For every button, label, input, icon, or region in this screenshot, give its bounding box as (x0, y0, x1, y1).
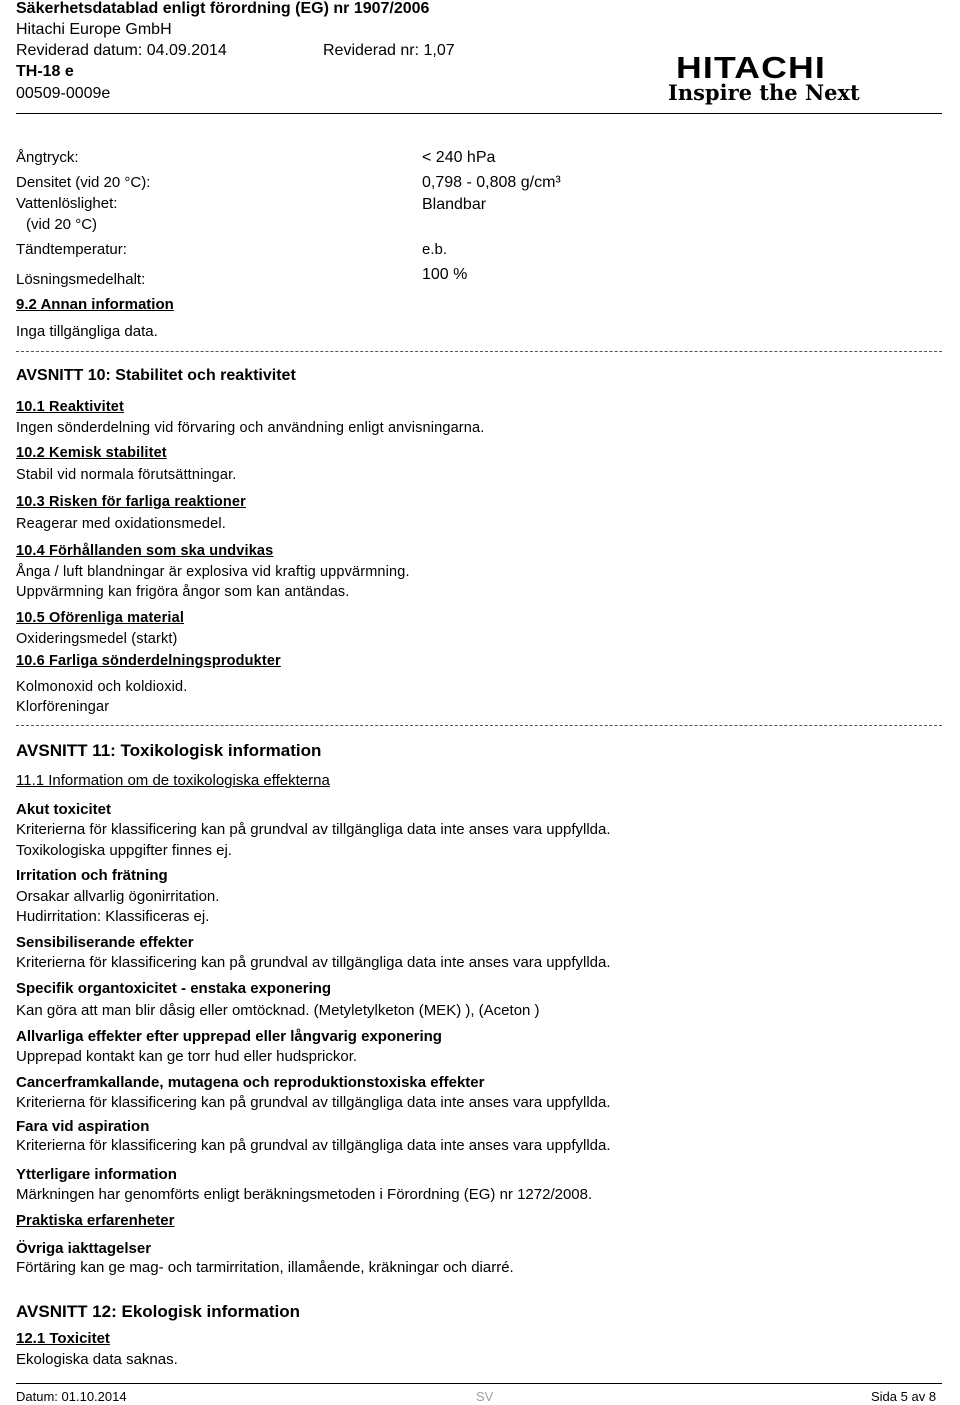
section-title: AVSNITT 12: Ekologisk information (16, 1302, 300, 1321)
subsection-heading: 10.3 Risken för farliga reaktioner (16, 494, 246, 510)
revised-date: Reviderad datum: 04.09.2014 (16, 42, 227, 59)
subsection-heading: Sensibiliserande effekter (16, 934, 194, 951)
subsection-text: Reagerar med oxidationsmedel. (16, 516, 226, 532)
subsection-text: Kriterierna för klassificering kan på grundval av tillgängliga data inte anses vara uppfyllda. (16, 821, 611, 838)
footer-divider (16, 1383, 942, 1384)
subsection-heading: 10.1 Reaktivitet (16, 399, 124, 415)
property-label: Densitet (vid 20 °C): (16, 174, 151, 191)
subsection-heading: Allvarliga effekter efter upprepad eller långvarig exponering (16, 1028, 442, 1045)
property-label: Ångtryck: (16, 149, 79, 166)
header-divider (16, 113, 942, 114)
document-title: Säkerhetsdatablad enligt förordning (EG) nr 1907/2006 (16, 0, 430, 17)
property-label: Vattenlöslighet: (16, 195, 118, 212)
subsection-heading: Ytterligare information (16, 1166, 177, 1183)
subsection-heading: Specifik organtoxicitet - enstaka exponering (16, 980, 332, 997)
subsection-text: Oxideringsmedel (starkt) (16, 631, 178, 647)
subsection-text: Inga tillgängliga data. (16, 323, 158, 340)
subsection-heading: 12.1 Toxicitet (16, 1330, 110, 1347)
subsection-text: Stabil vid normala förutsättningar. (16, 467, 237, 483)
property-value: 100 % (422, 266, 468, 283)
subsection-text: Kan göra att man blir dåsig eller omtöcknad. (Metyletylketon (MEK) ), (Aceton ) (16, 1002, 540, 1019)
subsection-text: Toxikologiska uppgifter finnes ej. (16, 842, 232, 859)
subsection-text: Ingen sönderdelning vid förvaring och användning enligt anvisningarna. (16, 420, 485, 436)
section-title: AVSNITT 10: Stabilitet och reaktivitet (16, 367, 296, 384)
property-label: (vid 20 °C) (26, 216, 98, 233)
section-title: AVSNITT 11: Toxikologisk information (16, 741, 322, 760)
product-code: 00509-0009e (16, 85, 111, 102)
section-divider (16, 351, 942, 352)
subsection-heading: Akut toxicitet (16, 801, 112, 818)
subsection-text: Förtäring kan ge mag- och tarmirritation, illamående, kräkningar och diarré. (16, 1259, 514, 1276)
subsection-heading: 11.1 Information om de toxikologiska effekterna (16, 772, 330, 789)
property-label: Tändtemperatur: (16, 241, 127, 258)
subsection-text: Hudirritation: Klassificeras ej. (16, 908, 210, 925)
subsection-heading: Irritation och frätning (16, 867, 168, 884)
subsection-heading: Övriga iakttagelser (16, 1240, 152, 1257)
subsection-heading: 10.4 Förhållanden som ska undvikas (16, 543, 274, 559)
subsection-heading: Cancerframkallande, mutagena och reproduktionstoxiska effekter (16, 1074, 485, 1091)
subsection-text: Kolmonoxid och koldioxid. (16, 679, 188, 695)
property-value: < 240 hPa (422, 149, 496, 166)
subsection-text: Märkningen har genomförts enligt beräkningsmetoden i Förordning (EG) nr 1272/2008. (16, 1186, 593, 1203)
subsection-text: Upprepad kontakt kan ge torr hud eller hudsprickor. (16, 1048, 358, 1065)
subsection-text: Kriterierna för klassificering kan på grundval av tillgängliga data inte anses vara uppfyllda. (16, 1137, 611, 1154)
subsection-text: Klorföreningar (16, 699, 110, 715)
logo-wordmark: HITACHI (676, 50, 826, 85)
company-name: Hitachi Europe GmbH (16, 21, 172, 38)
footer-language: SV (476, 1389, 494, 1404)
subsection-heading: 9.2 Annan information (16, 296, 174, 313)
property-value: e.b. (422, 241, 448, 258)
footer-date: Datum: 01.10.2014 (16, 1389, 127, 1404)
logo-tagline: Inspire the Next (668, 80, 860, 105)
revision-number: Reviderad nr: 1,07 (323, 42, 455, 59)
subsection-heading: Praktiska erfarenheter (16, 1212, 175, 1229)
subsection-text: Kriterierna för klassificering kan på grundval av tillgängliga data inte anses vara uppfyllda. (16, 1094, 611, 1111)
subsection-heading: Fara vid aspiration (16, 1118, 150, 1135)
subsection-heading: 10.5 Oförenliga material (16, 610, 184, 626)
subsection-text: Orsakar allvarlig ögonirritation. (16, 888, 220, 905)
footer-page-number: Sida 5 av 8 (871, 1389, 937, 1404)
subsection-text: Kriterierna för klassificering kan på grundval av tillgängliga data inte anses vara uppfyllda. (16, 954, 611, 971)
property-label: Lösningsmedelhalt: (16, 271, 146, 288)
section-divider (16, 725, 942, 726)
subsection-text: Ånga / luft blandningar är explosiva vid kraftig uppvärmning. (16, 564, 410, 580)
subsection-text: Ekologiska data saknas. (16, 1351, 178, 1368)
property-value: 0,798 - 0,808 g/cm³ (422, 174, 561, 191)
subsection-heading: 10.6 Farliga sönderdelningsprodukter (16, 653, 281, 669)
product-name: TH-18 e (16, 63, 74, 80)
subsection-text: Uppvärmning kan frigöra ångor som kan antändas. (16, 584, 350, 600)
subsection-heading: 10.2 Kemisk stabilitet (16, 445, 167, 461)
property-value: Blandbar (422, 196, 487, 213)
